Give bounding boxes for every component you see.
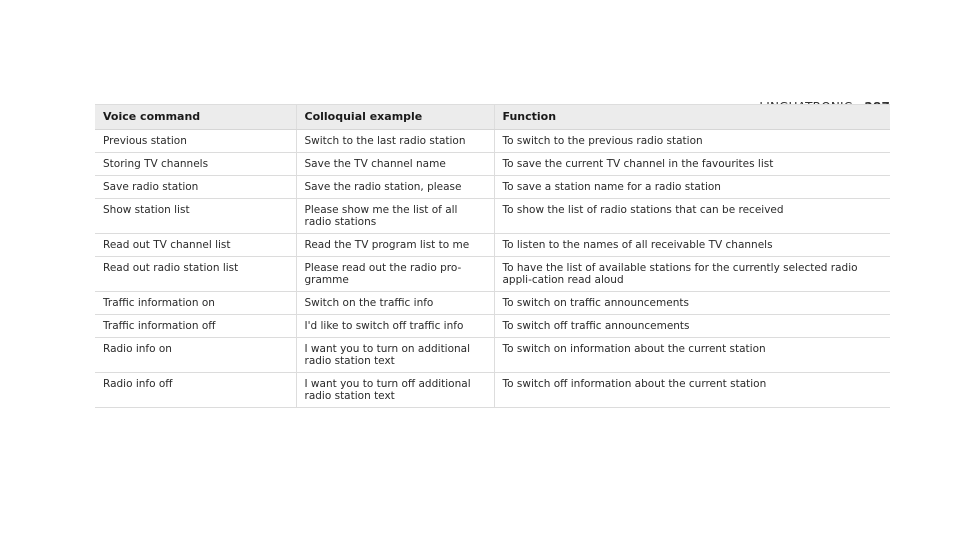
cell-voice-command: Show station list [95, 199, 296, 234]
cell-colloquial-example: Save the TV channel name [296, 153, 494, 176]
cell-function: To switch off information about the current station [494, 373, 890, 408]
cell-voice-command: Radio info on [95, 338, 296, 373]
table-row [95, 234, 890, 257]
cell-colloquial-example: I want you to turn off additional radio station text [296, 373, 494, 408]
cell-function: To switch off traffic announcements [494, 315, 890, 338]
table-row [95, 257, 890, 292]
table-row [95, 373, 890, 408]
table-row [95, 199, 890, 234]
cell-function: To save a station name for a radio station [494, 176, 890, 199]
cell-function: To switch on information about the current station [494, 338, 890, 373]
cell-function: To show the list of radio stations that can be received [494, 199, 890, 234]
voice-command-table [95, 104, 890, 408]
cell-voice-command: Read out TV channel list [95, 234, 296, 257]
table-row [95, 130, 890, 153]
column-header-voice-command: Voice command [95, 105, 296, 130]
cell-function: To switch to the previous radio station [494, 130, 890, 153]
cell-colloquial-example: Please show me the list of all radio stations [296, 199, 494, 234]
cell-colloquial-example: Switch to the last radio station [296, 130, 494, 153]
column-header-function: Function [494, 105, 890, 130]
cell-function: To have the list of available stations for the currently selected radio appli-cation read aloud [494, 257, 890, 292]
cell-function: To listen to the names of all receivable TV channels [494, 234, 890, 257]
table-row [95, 292, 890, 315]
cell-colloquial-example: I'd like to switch off traffic info [296, 315, 494, 338]
table-row [95, 315, 890, 338]
cell-voice-command: Read out radio station list [95, 257, 296, 292]
table-row [95, 176, 890, 199]
cell-voice-command: Traffic information on [95, 292, 296, 315]
cell-voice-command: Storing TV channels [95, 153, 296, 176]
cell-function: To save the current TV channel in the favourites list [494, 153, 890, 176]
cell-voice-command: Traffic information off [95, 315, 296, 338]
cell-voice-command: Previous station [95, 130, 296, 153]
cell-voice-command: Radio info off [95, 373, 296, 408]
cell-colloquial-example: Please read out the radio pro-gramme [296, 257, 494, 292]
table-row [95, 338, 890, 373]
table-row [95, 153, 890, 176]
cell-colloquial-example: Save the radio station, please [296, 176, 494, 199]
cell-colloquial-example: Switch on the traffic info [296, 292, 494, 315]
table-header-row [95, 105, 890, 130]
cell-function: To switch on traffic announcements [494, 292, 890, 315]
column-header-colloquial-example: Colloquial example [296, 105, 494, 130]
cell-voice-command: Save radio station [95, 176, 296, 199]
cell-colloquial-example: I want you to turn on additional radio station text [296, 338, 494, 373]
cell-colloquial-example: Read the TV program list to me [296, 234, 494, 257]
